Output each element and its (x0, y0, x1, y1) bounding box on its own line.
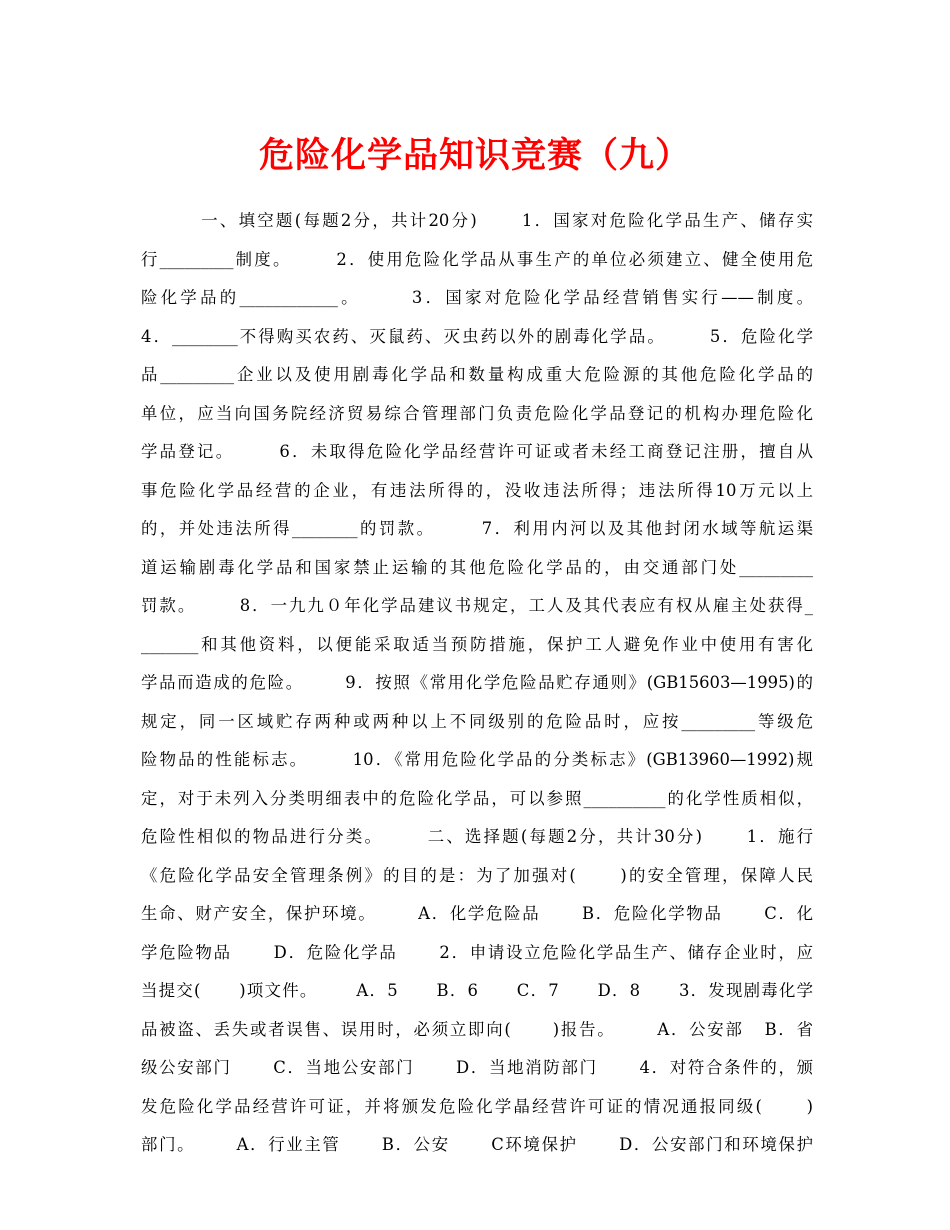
text-line: 《危险化学品安全管理条例》的目的是：为了加强对( )的安全管理，保障人民 (141, 865, 813, 885)
text-line: 罚款。 8．一九九０年化学品建议书规定，工人及其代表应有权从雇主处获得_ (141, 596, 813, 615)
text-line: 发危险化学品经营许可证，并将颁发危险化学晶经营许可证的情况通报同级( ) (141, 1096, 813, 1116)
text-line: 事危险化学品经营的企业，有违法所得的，没收违法所得；违法所得10万元以上 (141, 480, 813, 500)
text-line: 行_________制度。 2．使用危险化学品从事生产的单位必须建立、健全使用危 (141, 249, 813, 269)
text-line: 学危险物品 D．危险化学品 2．申请设立危险化学品生产、储存企业时，应 (141, 942, 813, 962)
text-line: 险化学品的____________。 3．国家对危险化学品经营销售实行——制度。 (141, 288, 813, 307)
text-line: 危险性相似的物品进行分类。 二、选择题(每题2分，共计30分) 1．施行 (141, 827, 813, 846)
text-line: 当提交( )项文件。 A．5 B．6 C．7 D．8 3．发现剧毒化学 (141, 981, 813, 1000)
text-line: 4．________不得购买农药、灭鼠药、灭虫药以外的剧毒化学品。 5．危险化学 (141, 326, 813, 346)
text-line: 定，对于未列入分类明细表中的危险化学品，可以参照__________的化学性质相似， (141, 788, 813, 808)
text-line: 级公安部门 C．当地公安部门 D．当地消防部门 4．对符合条件的，颁 (141, 1058, 813, 1077)
text-line: 生命、财产安全，保护环境。 A．化学危险品 B．危险化学物品 C．化 (141, 904, 813, 923)
text-line: 规定，同一区域贮存两种或两种以上不同级别的危险品时，应按_________等级危 (141, 711, 813, 731)
text-line: 单位，应当向国务院经济贸易综合管理部门负责危险化学品登记的机构办理危险化 (141, 403, 813, 423)
text-line: 学品而造成的危险。 9．按照《常用化学危险品贮存通则》(GB15603—1995)的 (141, 673, 813, 692)
text-line: 一、填空题(每题2分，共计20分) 1．国家对危险化学品生产、储存实 (141, 211, 813, 230)
text-line: 品_________企业以及使用剧毒化学品和数量构成重大危险源的其他危险化学品的 (141, 365, 813, 384)
text-line: 道运输剧毒化学品和国家禁止运输的其他危险化学品的，由交通部门处_________ (141, 557, 813, 577)
text-line: 的，并处违法所得________的罚款。 7．利用内河以及其他封闭水域等航运渠 (141, 519, 813, 538)
document-body (141, 202, 813, 1165)
text-line: _______和其他资料，以便能采取适当预防措施，保护工人避免作业中使用有害化 (141, 634, 813, 654)
text-line: 学品登记。 6．未取得危险化学品经营许可证或者未经工商登记注册，擅自从 (141, 442, 813, 461)
document-title: 危险化学品知识竞赛（九） (258, 135, 691, 176)
text-line: 品被盗、丢失或者误售、误用时，必须立即向( )报告。 A．公安部 B．省 (141, 1019, 813, 1039)
text-line: 险物品的性能标志。 10．《常用危险化学品的分类标志》(GB13960—1992)规 (141, 750, 813, 769)
text-line: 部门。 A．行业主管 B．公安 C环境保护 D．公安部门和环境保护 (141, 1135, 813, 1154)
